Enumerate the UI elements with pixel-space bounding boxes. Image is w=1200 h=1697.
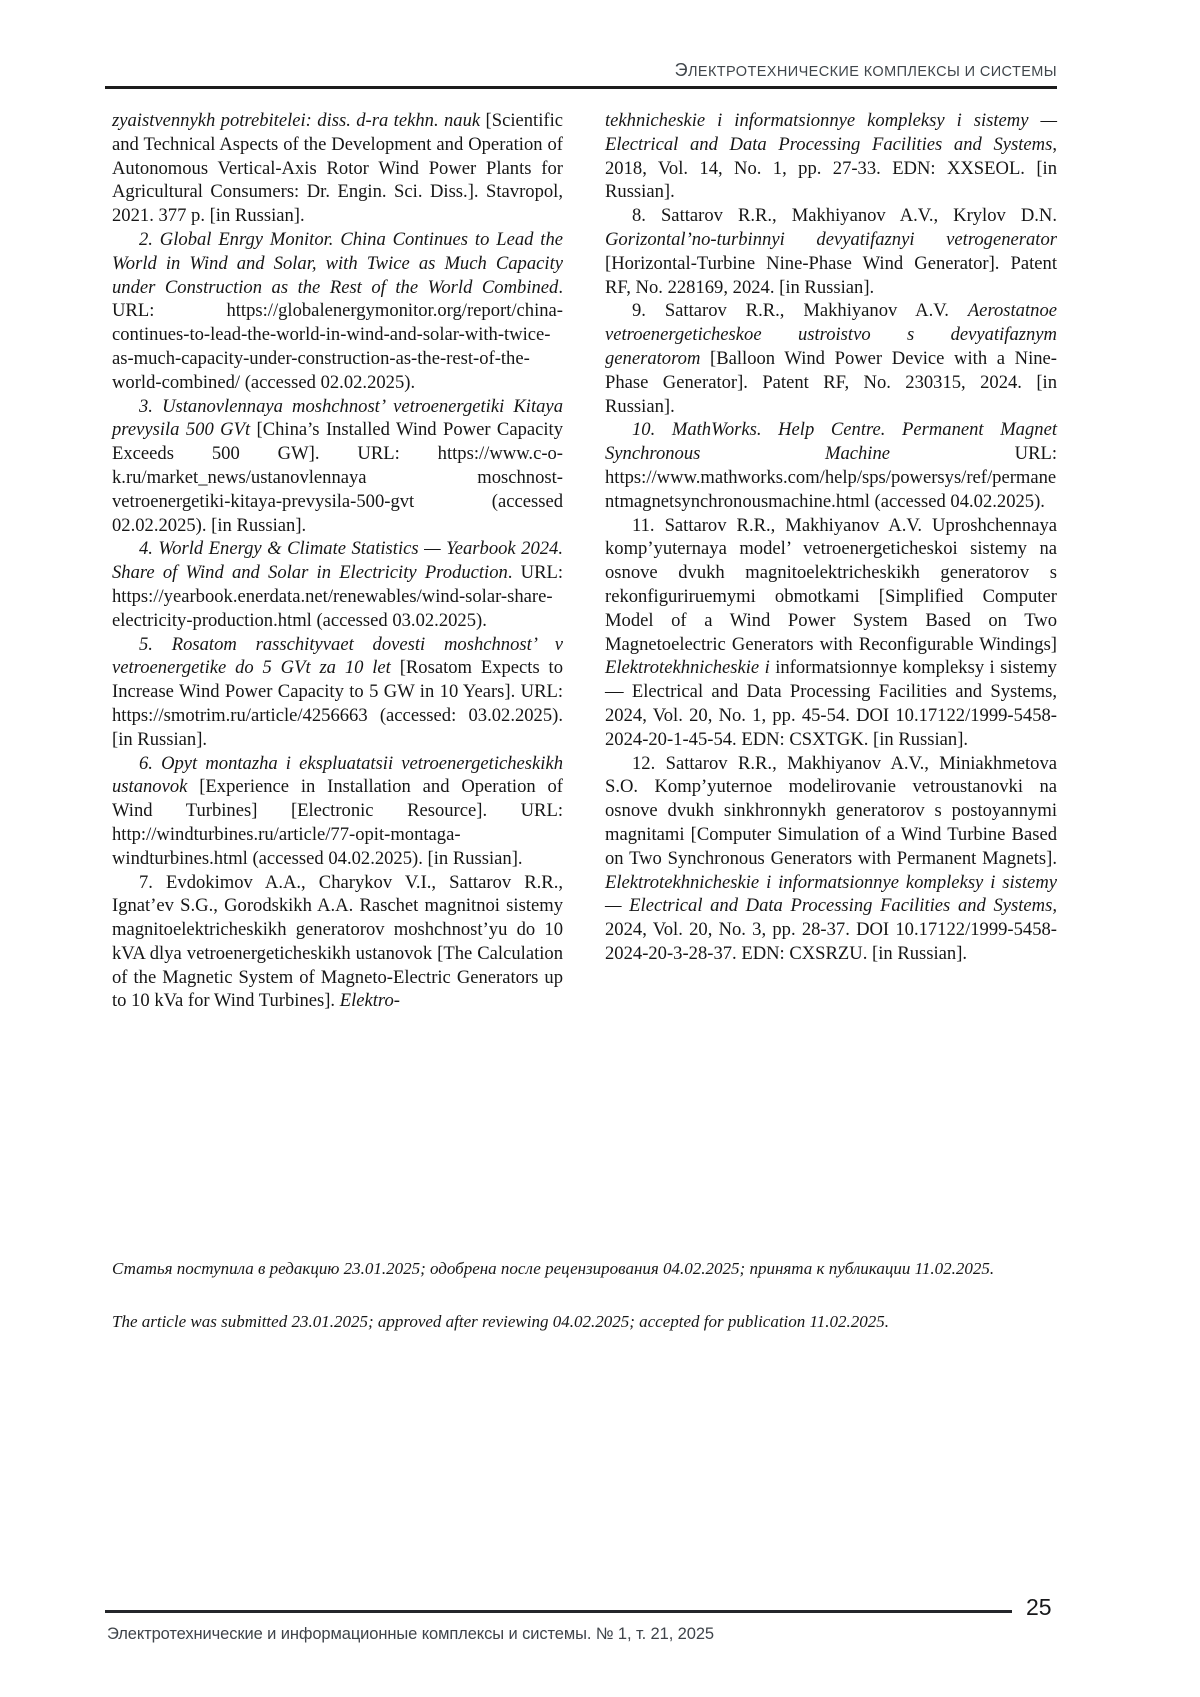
references-right-column xyxy=(605,109,1057,1013)
reference-text-run: Elektrotekhnicheskie i xyxy=(605,657,776,679)
reference-text-run: 2. Global Enrgy Monitor. China Continues to Lead the World in Wind and Solar, with Twice as Much Capacity under Construction as the Rest of the World Combined xyxy=(112,228,563,298)
page-number: 25 xyxy=(1026,1594,1052,1620)
reference-text-run: Elektrotekhnicheskie i informatsionnye kompleksy i sistemy — Electrical and Data Processing Facilities and Systems, xyxy=(605,871,1057,917)
reference-text-run: [Rosatom Expects to Increase Wind Power Capacity to 5 GW in 10 Years]. URL: https://smotrim.ru/article/4256663 (accessed: 03.02.2025). [in Russian]. xyxy=(112,657,563,750)
reference-text-run: [Experience in Installation and Operation of Wind Turbines] [Electronic Resource]. URL: http://windturbines.ru/article/77-opit-montaga-windturbines.html (accessed 04.02.2025). [in Russian]. xyxy=(112,776,563,869)
reference-9 xyxy=(605,299,1057,418)
reference-7 xyxy=(112,871,563,1014)
references-section xyxy=(112,109,1057,1013)
reference-text-run: 2024, Vol. 20, No. 3, pp. 28-37. DOI 10.17122/1999-5458-2024-20-3-28-37. EDN: CXSRZU. [in Russian]. xyxy=(605,919,1057,964)
reference-4 xyxy=(112,537,563,632)
reference-1-continuation xyxy=(112,109,563,228)
reference-text-run: Gorizontal’no-turbinnyi devyatifaznyi vetrogenerator xyxy=(605,228,1057,250)
reference-text-run: 8. Sattarov R.R., Makhiyanov A.V., Krylov D.N. xyxy=(632,205,1057,227)
reference-text-run: . URL: https://globalenergymonitor.org/report/china-continues-to-lead-the-world-in-wind-and-solar-with-twice-as-much-capacity-under-construction-as-the-rest-of-the-world-combined/ (accessed 02.02.2025). xyxy=(112,276,563,393)
reference-text-run: tekhnicheskie i informatsionnye kompleksy i sistemy — Electrical and Data Processing Facilities and Systems xyxy=(605,110,1057,155)
submission-note-english: The article was submitted 23.01.2025; approved after reviewing 04.02.2025; accepted for publication 11.02.2025. xyxy=(112,1312,890,1331)
reference-12 xyxy=(605,752,1057,966)
reference-8 xyxy=(605,204,1057,299)
reference-text-run: Elektro- xyxy=(339,990,400,1012)
reference-text-run: 4. World Energy & Climate Statistics — Yearbook 2024. Share of Wind and Solar in Electricity Production xyxy=(112,538,563,584)
reference-text-run: 7. Evdokimov A.A., Charykov V.I., Sattarov R.R., Ignat’ev S.G., Gorodskikh A.A. Raschet magnitnoi sistemy magnitoelektricheskikh generatorov moshchnost’yu do 10 kVA dlya vetroenergeticheskikh ustanovok [The Calculation of the Magnetic System of Magneto-Electric Generators up to 10 kVa for Wind Turbines]. xyxy=(112,871,563,1012)
reference-3 xyxy=(112,395,563,538)
reference-text-run: 6. Opyt montazha i ekspluatatsii vetroenergeticheskikh ustanovok xyxy=(112,752,563,798)
reference-text-run: Aerostatnoe vetroenergeticheskoe ustroistvo s devyatifaznym generatorom xyxy=(605,300,1057,369)
footer-rule xyxy=(105,1610,1012,1613)
submission-note-russian: Статья поступила в редакцию 23.01.2025; одобрена после рецензирования 04.02.2025; принята к публикации 11.02.2025. xyxy=(112,1259,995,1278)
reference-text-run: . URL: https://yearbook.enerdata.net/renewables/wind-solar-share-electricity-production.html (accessed 03.02.2025). xyxy=(112,562,563,631)
footer-journal-line: Электротехнические и информационные комплексы и системы. № 1, т. 21, 2025 xyxy=(107,1625,714,1643)
reference-10 xyxy=(605,418,1057,513)
running-header-title: ЭЛЕКТРОТЕХНИЧЕСКИЕ КОМПЛЕКСЫ И СИСТЕМЫ xyxy=(674,60,1057,80)
header-rule xyxy=(105,86,1057,89)
reference-text-run: , 2018, Vol. 14, No. 1, pp. 27-33. EDN: XXSEOL. [in Russian]. xyxy=(605,133,1057,203)
reference-text-run: 10. MathWorks. Help Centre. Permanent Magnet Synchronous Machine xyxy=(605,419,1057,465)
reference-6 xyxy=(112,752,563,871)
reference-5 xyxy=(112,633,563,752)
reference-2 xyxy=(112,228,563,395)
reference-text-run: 9. Sattarov R.R., Makhiyanov A.V. xyxy=(632,300,968,322)
reference-text-run: 3. Ustanovlennaya moshchnost’ vetroenergetiki Kitaya prevysila 500 GVt xyxy=(112,395,563,441)
reference-text-run: 5. Rosatom rasschityvaet dovesti moshchnost’ v vetroenergetike do 5 GVt za 10 let xyxy=(112,633,563,679)
reference-text-run: zyaistvennykh potrebitelei: diss. d-ra tekhn. nauk xyxy=(112,110,486,131)
reference-text-run: [China’s Installed Wind Power Capacity Exceeds 500 GW]. URL: https://www.c-o-k.ru/market_news/ustanovlennaya moschnost-vetroenergetiki-kitaya-prevysila-500-gvt (accessed 02.02.2025). [in Russian]. xyxy=(112,419,564,536)
reference-text-run: 12. Sattarov R.R., Makhiyanov A.V., Miniakhmetova S.O. Komp’yuternoe modelirovanie vetroustanovki na osnove dvukh sinkhronnykh generatorov s postoyannymi magnitami [Computer Simulation of a Wind Turbine Based on Two Synchronous Generators with Permanent Magnets]. xyxy=(605,752,1057,869)
references-left-column xyxy=(112,109,563,1013)
reference-11 xyxy=(605,514,1057,752)
reference-text-run: [Scientific and Technical Aspects of the Development and Operation of Autonomous Vertical-Axis Rotor Wind Power Plants for Agricultural Consumers: Dr. Engin. Sci. Diss.]. Stavropol, 2021. 377 p. [in Russian]. xyxy=(112,110,563,227)
reference-text-run: [Horizontal-Turbine Nine-Phase Wind Generator]. Patent RF, No. 228169, 2024. [in Russian]. xyxy=(605,252,1057,298)
reference-text-run: 11. Sattarov R.R., Makhiyanov A.V. Uproshchennaya komp’yuternaya model’ vetroenergeticheskoi sistemy na osnove dvukh magnitoelektricheskikh generatorov s rekonfiguriruemymi obmotkami [Simplified Computer Model of a Wind Power System Based on Two Magnetoelectric Generators with Reconfigurable Windings] xyxy=(605,514,1057,655)
reference-text-run: informatsionnye kompleksy i sistemy — Electrical and Data Processing Facilities and Systems, 2024, Vol. 20, No. 1, pp. 45-54. DOI 10.17122/1999-5458-2024-20-1-45-54. EDN: CSXTGK. [in Russian]. xyxy=(605,657,1057,750)
reference-7-continuation xyxy=(605,109,1057,204)
reference-text-run: URL: https://www.mathworks.com/help/sps/powersys/ref/permanentmagnetsynchronousmachine.html (accessed 04.02.2025). xyxy=(605,443,1057,512)
reference-text-run: [Balloon Wind Power Device with a Nine-Phase Generator]. Patent RF, No. 230315, 2024. [in Russian]. xyxy=(605,347,1057,417)
